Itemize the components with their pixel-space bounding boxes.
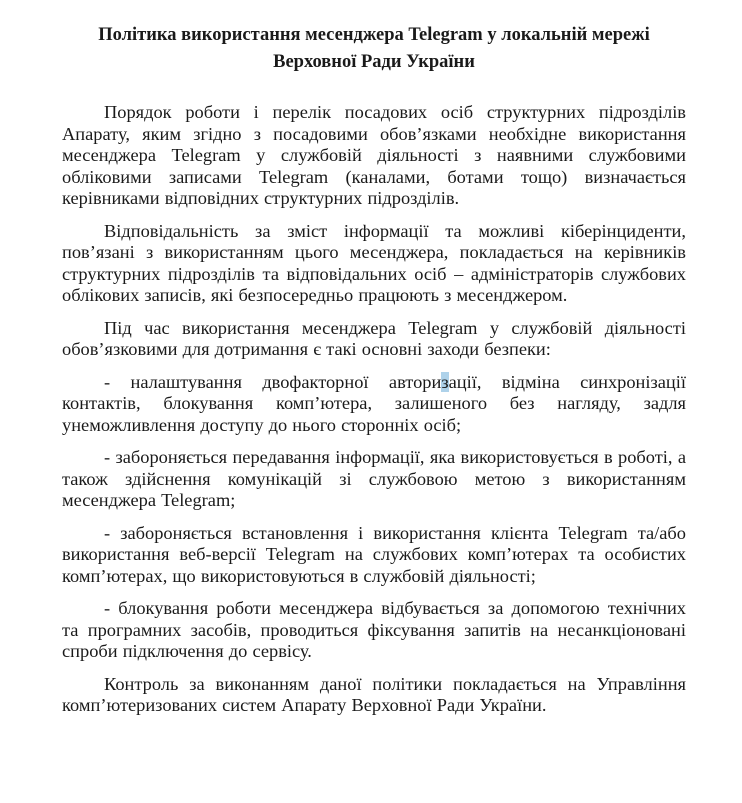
bullet-no-work-information: - забороняється передавання інформації, яка використовується в роботі, а також здійснення комунікацій зі службовою метою з використанням месенджера Telegram; bbox=[62, 447, 686, 510]
paragraph-usage-order: Порядок роботи і перелік посадових осіб структурних підрозділів Апарату, яким згідно з посадовими обов’язками необхідне використання месенджера Telegram у службовій діяльності з наявними службовими обліковими записами Telegram (каналами, ботами тощо) визначається керівниками відповідних структурних підрозділів. bbox=[62, 102, 686, 208]
paragraph-control: Контроль за виконанням даної політики покладається на Управління комп’ютеризованих систем Апарату Верховної Ради України. bbox=[62, 673, 686, 715]
document-title bbox=[62, 22, 686, 76]
bullet-blocking-by-technical-means: - блокування роботи месенджера відбувається за допомогою технічних та програмних засобів, проводиться фіксування запитів на несанкціоновані спроби підключення до сервісу. bbox=[62, 598, 686, 661]
bullet-no-client-installation: - забороняється встановлення і використання клієнта Telegram та/або використання веб-версії Telegram на службових комп’ютерах та особистих комп’ютерах, що використовуються в службовій діяльності; bbox=[62, 522, 686, 586]
highlighted-character: з bbox=[441, 371, 449, 392]
title-line-1: Політика використання месенджера Telegram у локальній мережі bbox=[98, 25, 650, 45]
bullet-two-factor-auth-pre: - налаштування двофакторної автори bbox=[104, 371, 442, 392]
title-line-2: Верховної Ради України bbox=[273, 52, 475, 72]
paragraph-security-measures-intro: Під час використання месенджера Telegram у службовій діяльності обов’язковими для дотримання є такі основні заходи безпеки: bbox=[62, 317, 686, 359]
paragraph-responsibility: Відповідальність за зміст інформації та можливі кіберінциденти, пов’язані з використанням цього месенджера, покладається на керівників структурних підрозділів та відповідальних осіб – адміністраторів службових облікових записів, які безпосередньо працюють з месенджером. bbox=[62, 220, 686, 305]
bullet-two-factor-auth-post: ації, відміна синхронізації контактів, блокування комп’ютера, залишеного без нагляду, задля унеможливлення доступу до нього сторонніх осіб; bbox=[62, 371, 686, 435]
bullet-two-factor-auth bbox=[62, 372, 686, 437]
